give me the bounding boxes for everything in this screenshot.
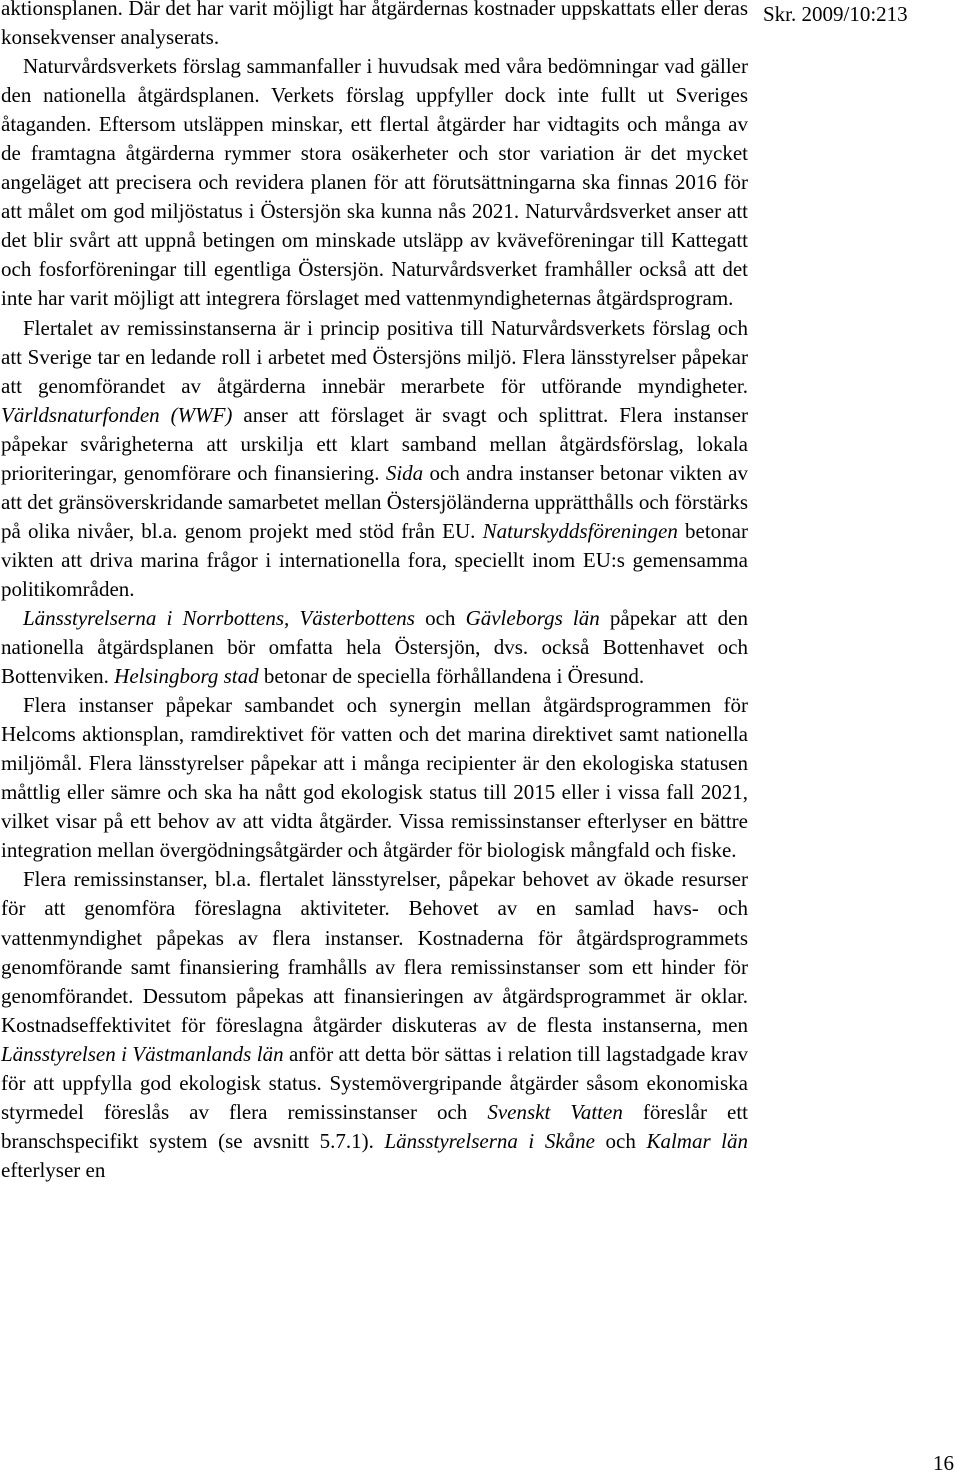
italic-name: Helsingborg stad	[114, 664, 259, 689]
italic-name: Världsnaturfonden (WWF)	[1, 402, 233, 427]
text-run: Flertalet av remissinstanserna är i princip positiva till Naturvårdsverkets förslag och att Sverige tar en ledande roll i arbetet med Östersjöns miljö. Flera länsstyrelser påpekar att genomförandet av åtgärderna innebär merarbete för utförande myndigheter.	[1, 315, 748, 398]
text-run: efterlyser en	[1, 1157, 106, 1182]
italic-name: Länsstyrelsen i Västmanlands län	[1, 1041, 284, 1066]
paragraph	[1, 604, 748, 691]
text-run: Naturvårdsverkets förslag sammanfaller i huvudsak med våra bedömningar vad gäller den nationella åtgärdsplanen. Verkets förslag uppfyller dock inte fullt ut Sveriges åtaganden. Eftersom utsläppen minskar, ett flertal åtgärder har vidtagits och många av de framtagna åtgärderna rymmer stora osäkerheter och stor variation är det mycket angeläget att precisera och revidera planen för att förutsättningarna ska finnas 2016 för att målet om god miljöstatus i Östersjön ska kunna nås 2021. Naturvårdsverket anser att det blir svårt att uppnå betingen om minskade utsläpp av kväveföreningar till Kattegatt och fosforföreningar till egentliga Östersjön. Naturvårdsverket framhåller också att det inte har varit möjligt att integrera förslaget med vattenmyndigheternas åtgärdsprogram.	[1, 54, 748, 311]
text-run: och	[414, 605, 466, 630]
italic-name: Gävleborgs län	[465, 605, 600, 630]
page-number: 16	[933, 1451, 954, 1475]
text-run: föreslår ett branschspecifikt system (se avsnitt 5.7.1).	[1, 1099, 748, 1153]
text-run: och andra instanser betonar vikten av att det gränsöverskridande samarbetet mellan Östersjöländerna upprätthålls och förstärks på olika nivåer, bl.a. genom projekt med stöd från EU.	[1, 460, 748, 543]
text-run: betonar de speciella förhållandena i Öresund.	[258, 664, 645, 689]
document-reference: Skr. 2009/10:213	[763, 2, 908, 26]
italic-name: Naturskyddsföreningen	[482, 518, 678, 543]
paragraph	[1, 0, 748, 52]
text-run: anser att förslaget är svagt och splittrat. Flera instanser påpekar svårigheterna att urskilja ett klart samband mellan åtgärdsförslag, lokala prioriteringar, genomförare och finansiering.	[1, 402, 748, 485]
italic-name: Svenskt Vatten	[487, 1099, 623, 1124]
italic-name: Länsstyrelserna i Skåne	[384, 1128, 595, 1153]
paragraph	[1, 314, 748, 604]
text-run: och	[594, 1128, 647, 1153]
italic-name: Länsstyrelserna i Norrbottens, Västerbottens	[23, 605, 415, 630]
paragraph	[1, 691, 748, 865]
text-run: betonar vikten att driva marina frågor i internationella fora, speciellt inom EU:s gemensamma politikområden.	[1, 518, 748, 601]
text-run: påpekar att den nationella åtgärdsplanen bör omfatta hela Östersjön, dvs. också Bottenhavet och Bottenviken.	[1, 605, 748, 689]
body-text	[1, 0, 748, 1185]
text-run: anför att detta bör sättas i relation till lagstadgade krav för att uppfylla god ekologisk status. Systemövergripande åtgärder såsom ekonomiska styrmedel föreslås av flera remissinstanser och	[1, 1041, 748, 1124]
text-run: Flera remissinstanser, bl.a. flertalet länsstyrelser, påpekar behovet av ökade resurser för att genomföra föreslagna aktiviteter. Behovet av en samlad havs- och vattenmyndighet påpekas av flera instanser. Kostnaderna för åtgärdsprogrammets genomförande samt finansiering framhålls av flera remissinstanser som ett hinder för genomförandet. Dessutom påpekas att finansieringen av åtgärdsprogrammet är oklar. Kostnadseffektivitet för föreslagna åtgärder diskuteras av de flesta instanserna, men	[1, 867, 748, 1037]
text-run: aktionsplanen. Där det har varit möjligt har åtgärdernas kostnader uppskattats eller deras konsekvenser analyserats.	[1, 0, 748, 50]
italic-name: Kalmar län	[646, 1128, 749, 1153]
paragraph	[1, 52, 748, 313]
italic-name: Sida	[385, 460, 424, 485]
text-run: Flera instanser påpekar sambandet och synergin mellan åtgärdsprogrammen för Helcoms aktionsplan, ramdirektivet för vatten och det marina direktivet samt nationella miljömål. Flera länsstyrelser påpekar att i många recipienter är den ekologiska statusen måttlig eller sämre och ska ha nått god ekologisk status till 2015 eller i vissa fall 2021, vilket visar på ett behov av att vidta åtgärder. Vissa remissinstanser efterlyser en bättre integration mellan övergödningsåtgärder och åtgärder för biologisk mångfald och fiske.	[1, 693, 748, 863]
paragraph	[1, 865, 748, 1185]
